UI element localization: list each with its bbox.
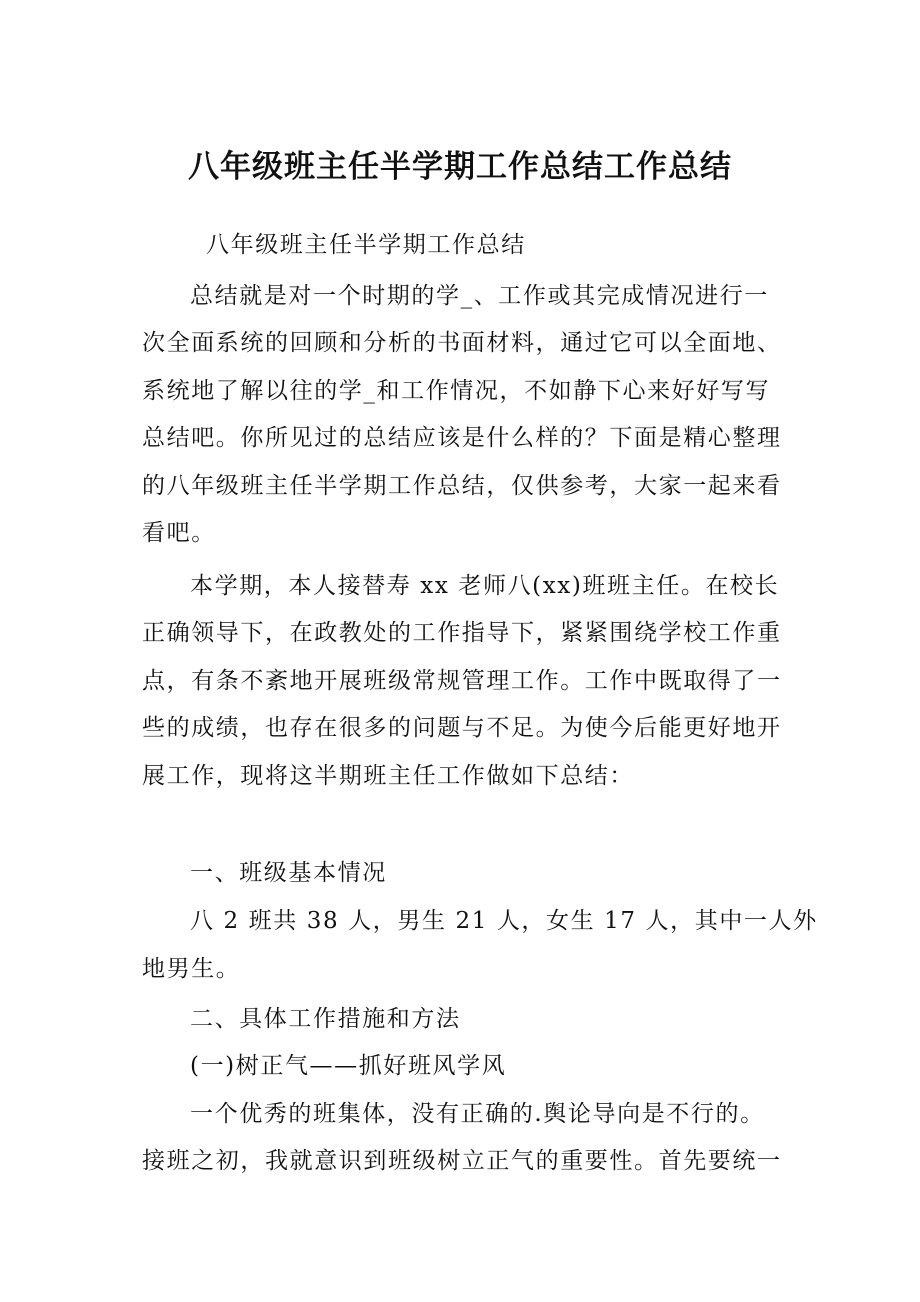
- subsection-heading-class-spirit: (一)树正气——抓好班风学风: [190, 1053, 507, 1079]
- paragraph-line: 本学期，本人接替寿 xx 老师八(xx)班班主任。在校长: [190, 573, 780, 599]
- paragraph-line: 地男生。: [142, 956, 241, 982]
- paragraph-line: 一个优秀的班集体，没有正确的.舆论导向是不行的。: [190, 1101, 765, 1127]
- document-title: 八年级班主任半学期工作总结工作总结: [188, 149, 732, 185]
- section-heading-class-info: 一、班级基本情况: [190, 860, 387, 886]
- paragraph-line: 总结吧。你所见过的总结应该是什么样的？下面是精心整理: [142, 425, 782, 451]
- section-heading-measures: 二、具体工作措施和方法: [190, 1006, 461, 1032]
- paragraph-line: 次全面系统的回顾和分析的书面材料，通过它可以全面地、: [142, 330, 782, 356]
- paragraph-line: 看吧。: [142, 520, 216, 546]
- paragraph-line: 八 2 班共 38 人，男生 21 人，女生 17 人，其中一人外: [190, 908, 818, 934]
- paragraph-line: 总结就是对一个时期的学_、工作或其完成情况进行一: [190, 283, 769, 309]
- paragraph-line: 正确领导下，在政教处的工作指导下，紧紧围绕学校工作重: [142, 620, 782, 646]
- paragraph-line: 些的成绩，也存在很多的问题与不足。为使今后能更好地开: [142, 715, 782, 741]
- document-subtitle: 八年级班主任半学期工作总结: [206, 232, 526, 258]
- paragraph-line: 系统地了解以往的学_和工作情况，不如静下心来好好写写: [142, 378, 771, 404]
- paragraph-line: 接班之初，我就意识到班级树立正气的重要性。首先要统一: [142, 1148, 782, 1174]
- paragraph-line: 点，有条不紊地开展班级常规管理工作。工作中既取得了一: [142, 668, 782, 694]
- paragraph-line: 展工作，现将这半期班主任工作做如下总结：: [142, 763, 634, 789]
- paragraph-line: 的八年级班主任半学期工作总结，仅供参考，大家一起来看: [142, 473, 782, 499]
